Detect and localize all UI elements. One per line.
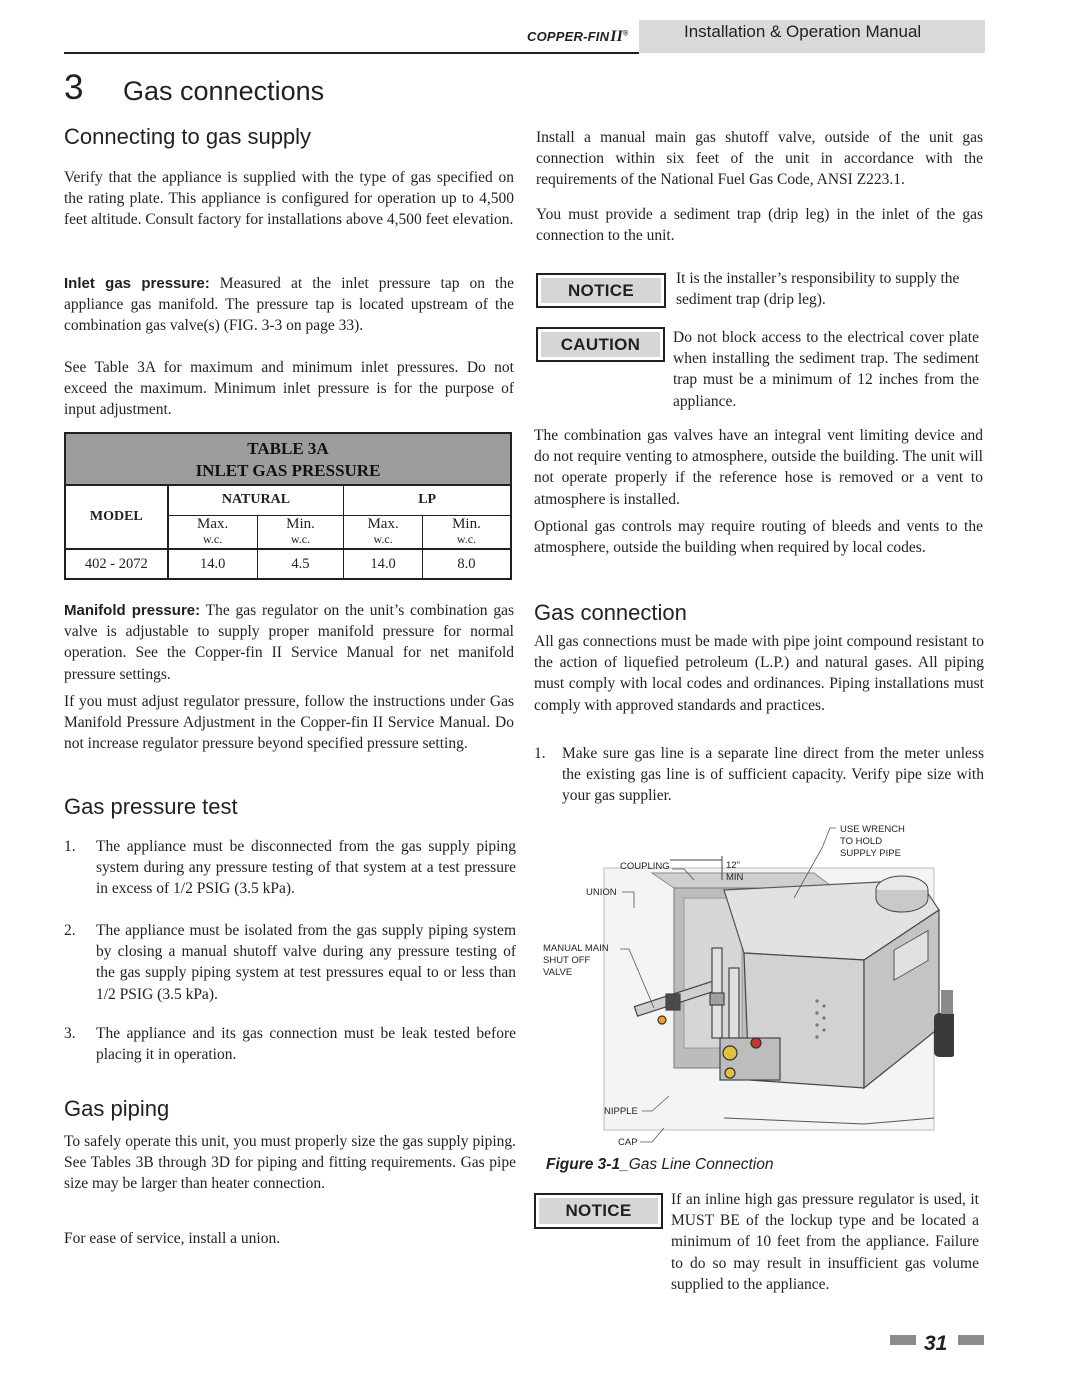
- table-title-line2: INLET GAS PRESSURE: [195, 461, 381, 480]
- notice-label-2: NOTICE: [539, 1198, 658, 1224]
- heading-gas-piping: Gas piping: [64, 1096, 170, 1121]
- footer-bar-right: [958, 1335, 984, 1345]
- pressure-test-item: [64, 920, 516, 1005]
- notice-badge-2: [534, 1193, 663, 1229]
- sub-col: [168, 515, 258, 549]
- table-reference-paragraph: See Table 3A for maximum and minimum inlet pressures. Do not exceed the maximum. Minimum inlet pressure is for the purpose of input adjustment.: [64, 359, 514, 419]
- pressure-test-item: [64, 1023, 516, 1065]
- sub-col: [344, 515, 423, 549]
- sub-col: [422, 515, 511, 549]
- item-text: The appliance must be isolated from the gas supply piping system by closing a manual shutoff valve during any pressure testing of the gas supply piping system at test pressures equal to or less than 1/2 PSIG (3.5 kPa).: [96, 922, 516, 1003]
- header-rule: [64, 52, 639, 54]
- row-model: 402 - 2072: [65, 549, 168, 579]
- notice-label: NOTICE: [541, 278, 661, 303]
- footer-bar-left: [890, 1335, 916, 1345]
- label-supply-pipe: SUPPLY PIPE: [840, 848, 901, 859]
- row-value: 8.0: [422, 549, 511, 579]
- figure-caption-prefix: Figure 3-1: [546, 1156, 621, 1173]
- item-text: The appliance must be disconnected from the gas supply piping system during any pressure testing of that system at a test pressure in excess of 1/2 PSIG (3.5 kPa).: [96, 838, 516, 898]
- brand-logo: [527, 28, 628, 46]
- gas-piping-paragraph: To safely operate this unit, you must properly size the gas supply piping. See Tables 3B through 3D for piping and fitting requirements. Gas pipe size may be larger than heater connection.: [64, 1133, 516, 1193]
- item-number: 2.: [64, 922, 76, 939]
- label-nipple: NIPPLE: [604, 1106, 638, 1117]
- brand-roman: II: [610, 28, 624, 45]
- label-min: MIN: [726, 872, 744, 883]
- sub-col-unit: w.c.: [203, 531, 223, 546]
- table-grid: [64, 484, 512, 580]
- label-union: UNION: [586, 887, 617, 898]
- union-paragraph: For ease of service, install a union.: [64, 1230, 281, 1247]
- sub-col-unit: w.c.: [456, 531, 477, 546]
- sediment-paragraph: You must provide a sediment trap (drip leg) in the inlet of the gas connection to the unit.: [536, 206, 983, 245]
- row-value: 4.5: [257, 549, 344, 579]
- gas-connection-item: [534, 743, 984, 807]
- brand-prefix: COPPER-: [527, 29, 588, 44]
- sub-col-label: Min.: [452, 515, 481, 532]
- row-value: 14.0: [344, 549, 423, 579]
- pressure-test-item: [64, 836, 516, 900]
- item-number: 1.: [64, 838, 76, 855]
- vent-paragraph: The combination gas valves have an integral vent limiting device and do not require venting to atmosphere, outside the building. The unit will not operate properly if the reference hose is removed or a vent to atmosphere is installed.: [534, 427, 983, 508]
- sub-col-unit: w.c.: [290, 531, 311, 546]
- notice-text-2: If an inline high gas pressure regulator is used, it MUST BE of the lockup type and be located a minimum of 10 feet from the appliance. Failure to do so may result in insufficient gas volume supplied to the appliance.: [671, 1191, 979, 1293]
- figure-caption-text: _Gas Line Connection: [620, 1156, 774, 1173]
- heading-connecting: Connecting to gas supply: [64, 124, 312, 149]
- manifold-paragraph: [64, 600, 514, 685]
- col-natural: NATURAL: [168, 485, 344, 515]
- label-valve: VALVE: [543, 967, 573, 978]
- label-use-wrench: USE WRENCH: [840, 824, 905, 835]
- sub-col-label: Min.: [286, 515, 315, 532]
- caution-label: CAUTION: [541, 332, 660, 357]
- label-shut-off: SHUT OFF: [543, 955, 591, 966]
- gas-connection-paragraph: All gas connections must be made with pipe joint compound resistant to the action of liquefied petroleum (L.P.) and natural gases. All piping must comply with local codes and ordinances. Piping installations must comply with approved standards and practices.: [534, 633, 984, 714]
- sub-col-unit: w.c.: [373, 531, 393, 546]
- item-number: 3.: [64, 1025, 76, 1042]
- table-title-line1: TABLE 3A: [247, 439, 329, 458]
- caution-badge: [536, 327, 665, 362]
- col-model: MODEL: [65, 485, 168, 549]
- regulator-paragraph: If you must adjust regulator pressure, follow the instructions under Gas Manifold Pressure Adjustment in the Copper-fin II Service Manual. Do not increase regulator pressure beyond specified pressure setting.: [64, 693, 514, 753]
- heading-pressure-test: Gas pressure test: [64, 794, 238, 819]
- label-twelve-inch: 12": [726, 860, 740, 871]
- page-number: 31: [924, 1332, 948, 1355]
- gas-line-connection-figure: [534, 818, 954, 1154]
- item-text: Make sure gas line is a separate line direct from the meter unless the existing gas line is of sufficient capacity. Verify pipe size with your gas supplier.: [562, 745, 984, 805]
- brand-suffix: FIN: [587, 29, 610, 44]
- label-cap: CAP: [618, 1137, 638, 1148]
- inlet-pressure-label: Inlet gas pressure:: [64, 275, 210, 292]
- connecting-paragraph: Verify that the appliance is supplied with the type of gas specified on the rating plate. This appliance is configured for operation up to 4,500 feet altitude. Consult factory for installations above 4,500 feet elevation.: [64, 169, 514, 229]
- table-title: [64, 432, 512, 484]
- figure-caption: [546, 1156, 773, 1174]
- inlet-pressure-text: Measured at the inlet pressure tap on the appliance gas manifold. The pressure tap is located upstream of the combination gas valve(s) (FIG. 3-3 on page 33).: [64, 275, 514, 335]
- label-to-hold: TO HOLD: [840, 836, 883, 847]
- manifold-text: The gas regulator on the unit’s combination gas valve is adjustable to supply proper manifold pressure for normal operation. See the Copper-fin II Service Manual for net manifold pressure settings.: [64, 602, 514, 683]
- manual-title: Installation & Operation Manual: [684, 22, 922, 41]
- heading-gas-connection: Gas connection: [534, 600, 687, 625]
- optional-controls-paragraph: Optional gas controls may require routing of bleeds and vents to the atmosphere, outside the building when required by local codes.: [534, 518, 983, 557]
- section-title: Gas connections: [123, 76, 325, 106]
- shutoff-paragraph: Install a manual main gas shutoff valve, outside of the unit gas connection within six feet of the unit in accordance with the requirements of the National Fuel Gas Code, ANSI Z223.1.: [536, 129, 983, 189]
- notice-badge: [536, 273, 666, 308]
- item-number: 1.: [534, 745, 546, 762]
- sub-col-label: Max.: [367, 515, 399, 532]
- brand-mark: ®: [623, 30, 629, 38]
- label-manual-main: MANUAL MAIN: [543, 943, 609, 954]
- inlet-pressure-paragraph: [64, 273, 514, 337]
- col-lp: LP: [344, 485, 511, 515]
- notice-text: It is the installer’s responsibility to supply the sediment trap (drip leg).: [676, 270, 960, 309]
- caution-text: Do not block access to the electrical cover plate when installing the sediment trap. The sediment trap must be a minimum of 12 inches from the appliance.: [673, 329, 979, 410]
- section-number: 3: [64, 68, 84, 107]
- manifold-label: Manifold pressure:: [64, 602, 201, 619]
- appliance-illustration: [604, 856, 954, 1130]
- row-value: 14.0: [168, 549, 258, 579]
- item-text: The appliance and its gas connection must be leak tested before placing it in operation.: [96, 1025, 516, 1064]
- label-coupling: COUPLING: [620, 861, 670, 872]
- inlet-gas-pressure-table: [64, 432, 512, 580]
- sub-col: [257, 515, 344, 549]
- sub-col-label: Max.: [197, 515, 229, 532]
